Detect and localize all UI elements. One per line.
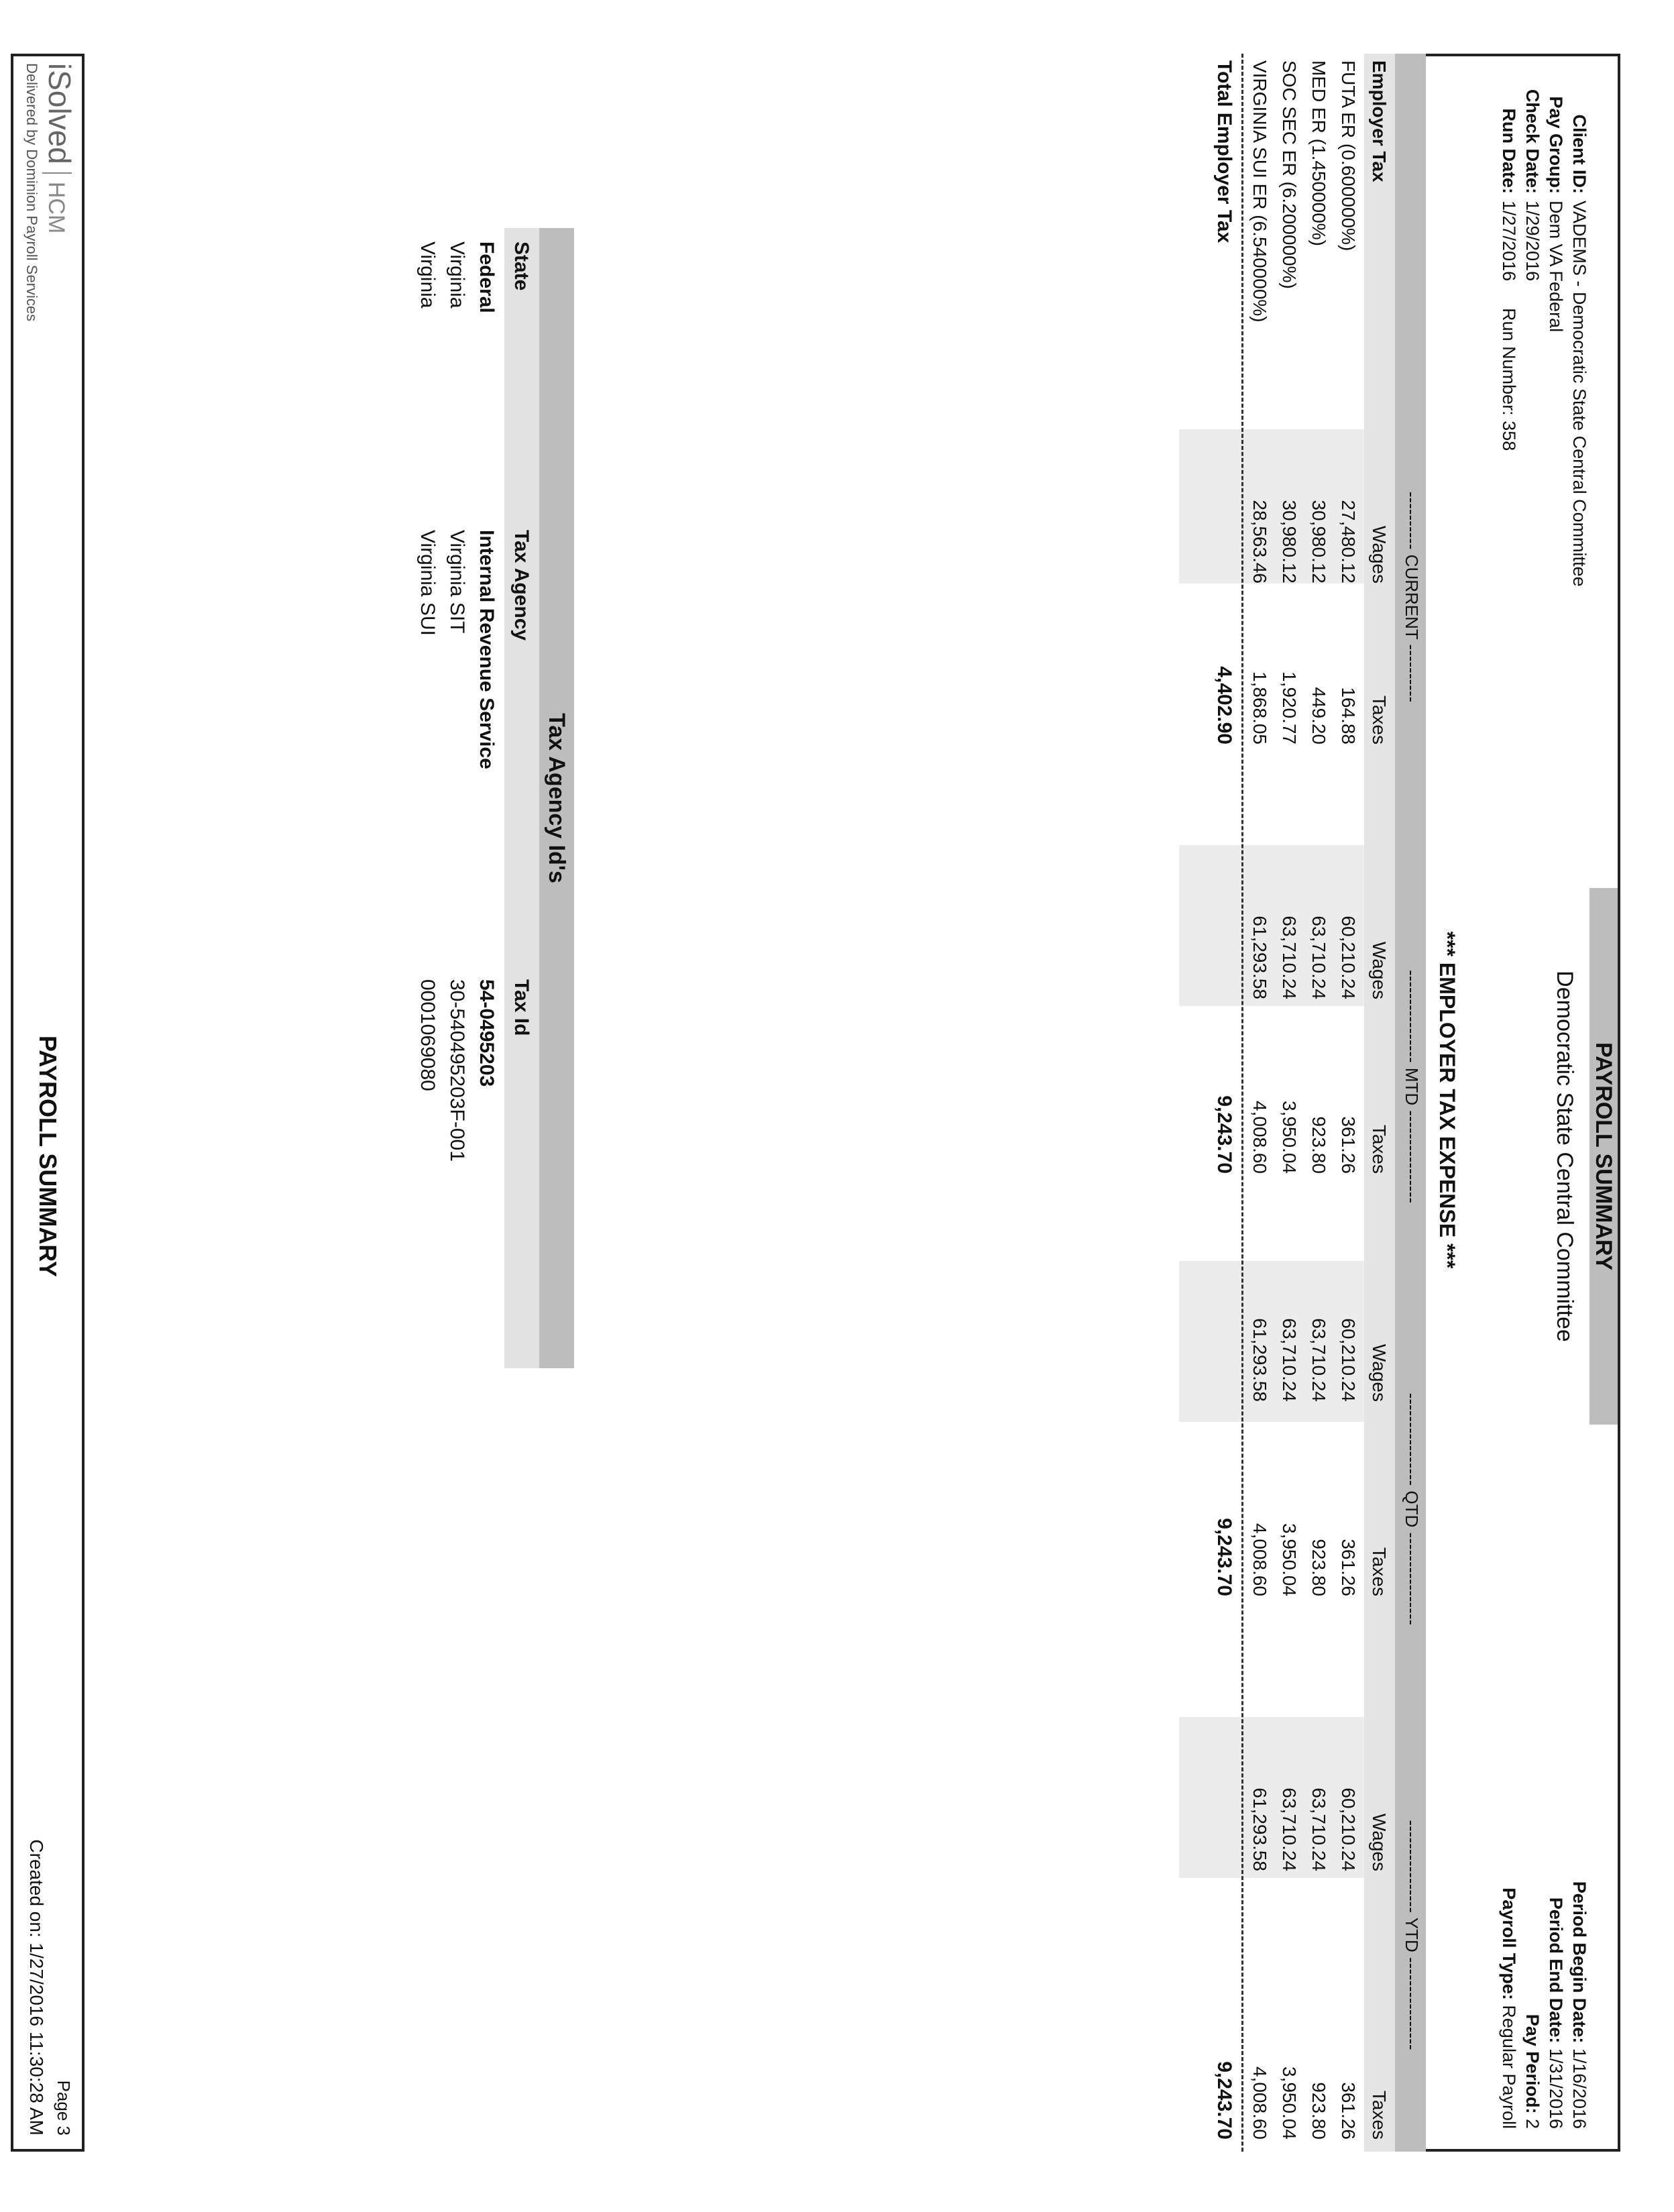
ytd-wages: 63,710.24: [1308, 1787, 1329, 1871]
current-wages: 27,480.12: [1338, 500, 1359, 584]
ytd-wages: 61,293.58: [1249, 1787, 1270, 1871]
col-state: State: [510, 241, 533, 291]
qtd-wages: 63,710.24: [1308, 1318, 1329, 1402]
col-mtd-wages: Wages: [1369, 941, 1390, 999]
group-ytd: ---------------- YTD ----------------: [1402, 1820, 1422, 2050]
current-wages: 30,980.12: [1279, 500, 1300, 584]
agency-tax-id: 54-0495203: [476, 979, 498, 1087]
section-heading: *** EMPLOYER TAX EXPENSE ***: [1435, 931, 1459, 1269]
logo-main: iSolved: [42, 63, 77, 164]
period-begin: 1/16/2016: [1569, 2048, 1589, 2129]
period-begin-label: Period Begin Date:: [1569, 1881, 1589, 2044]
mtd-wages: 60,210.24: [1338, 916, 1359, 999]
agency-state: Virginia: [446, 241, 468, 309]
agency-tax-id: 0001069080: [416, 979, 439, 1091]
report-title: PAYROLL SUMMARY: [1589, 888, 1618, 1425]
client-id: VADEMS - Democratic State Central Committee: [1569, 201, 1589, 587]
current-taxes: 164.88: [1338, 687, 1359, 744]
agency-name: Virginia SIT: [446, 530, 468, 634]
qtd-taxes: 3,950.04: [1279, 1523, 1300, 1596]
company-name: Democratic State Central Committee: [1552, 971, 1577, 1342]
logo-hcm: HCM: [44, 181, 69, 234]
logo-subtitle: Delivered by Dominion Payroll Services: [23, 63, 40, 322]
payroll-type: Regular Payroll: [1499, 2005, 1519, 2129]
mtd-wages: 61,293.58: [1249, 916, 1270, 999]
table-row: [1274, 54, 1302, 2152]
table-row: [1304, 54, 1332, 2152]
total-row: [1210, 54, 1238, 2152]
footer-title: PAYROLL SUMMARY: [34, 1035, 62, 1278]
tax-name: MED ER (1.450000%): [1308, 60, 1329, 247]
group-qtd: ---------------- QTD ----------------: [1402, 1392, 1422, 1626]
ytd-taxes: 4,008.60: [1249, 2066, 1270, 2140]
client-id-label: Client ID:: [1569, 114, 1589, 194]
col-qtd-wages: Wages: [1369, 1343, 1390, 1402]
check-date: 1/29/2016: [1522, 201, 1543, 282]
period-info: [1497, 1881, 1591, 2129]
agency-header-row: [504, 228, 539, 1368]
col-tax-agency: Tax Agency: [510, 530, 533, 641]
mtd-taxes: 4,008.60: [1249, 1101, 1270, 1174]
check-date-label: Check Date:: [1522, 89, 1543, 194]
col-qtd-taxes: Taxes: [1369, 1547, 1390, 1596]
payroll-type-label: Payroll Type:: [1499, 1887, 1519, 2000]
agency-name: Virginia SUI: [416, 530, 439, 636]
col-ytd-taxes: Taxes: [1369, 2090, 1390, 2140]
table-row: [1245, 54, 1273, 2152]
period-end-label: Period End Date:: [1546, 1897, 1566, 2044]
col-mtd-taxes: Taxes: [1369, 1124, 1390, 1174]
report-footer: [11, 54, 85, 2152]
agency-state: Federal: [476, 241, 498, 313]
col-tax-id: Tax Id: [510, 979, 533, 1036]
group-current: ---------- CURRENT ----------: [1402, 491, 1422, 703]
created-on: Created on: 1/27/2016 11:30:28 AM: [26, 1839, 47, 2136]
column-header-row: [1364, 54, 1395, 2152]
pay-period-label: Pay Period:: [1522, 2013, 1543, 2114]
col-employer-tax: Employer Tax: [1369, 60, 1390, 182]
total-label: Total Employer Tax: [1213, 60, 1235, 243]
client-info: [1497, 83, 1591, 587]
isolved-logo: [42, 63, 78, 233]
col-current-wages: Wages: [1369, 525, 1390, 584]
ytd-wages: 60,210.24: [1338, 1787, 1359, 1871]
run-date-label: Run Date:: [1499, 108, 1519, 194]
qtd-wages: 60,210.24: [1338, 1318, 1359, 1402]
qtd-taxes: 4,008.60: [1249, 1523, 1270, 1596]
page-number: Page 3: [54, 2080, 74, 2136]
mtd-wages: 63,710.24: [1308, 916, 1329, 999]
qtd-wages: 61,293.58: [1249, 1318, 1270, 1402]
qtd-taxes: 923.80: [1308, 1539, 1329, 1596]
mtd-taxes: 3,950.04: [1279, 1101, 1300, 1174]
col-current-taxes: Taxes: [1369, 695, 1390, 744]
current-taxes: 1,868.05: [1249, 671, 1270, 744]
run-number: Run Number: 358: [1499, 308, 1519, 451]
total-divider: [1241, 54, 1243, 2152]
qtd-taxes: 361.26: [1338, 1539, 1359, 1596]
group-header-row: [1395, 54, 1426, 2152]
current-wages: 28,563.46: [1249, 500, 1270, 584]
tax-name: VIRGINIA SUI ER (6.540000%): [1249, 60, 1270, 323]
qtd-wages: 63,710.24: [1279, 1318, 1300, 1402]
total-current-taxes: 4,402.90: [1213, 666, 1235, 744]
mtd-taxes: 923.80: [1308, 1116, 1329, 1174]
mtd-wages: 63,710.24: [1279, 916, 1300, 999]
current-taxes: 1,920.77: [1279, 671, 1300, 744]
current-taxes: 449.20: [1308, 687, 1329, 744]
ytd-taxes: 923.80: [1308, 2082, 1329, 2140]
pay-group: Dem VA Federal: [1546, 201, 1566, 333]
ytd-taxes: 361.26: [1338, 2082, 1359, 2140]
ytd-wages: 63,710.24: [1279, 1787, 1300, 1871]
agency-table-title: Tax Agency Id's: [544, 713, 569, 883]
total-ytd-taxes: 9,243.70: [1213, 2061, 1235, 2140]
tax-name: FUTA ER (0.600000%): [1338, 60, 1359, 252]
ytd-taxes: 3,950.04: [1279, 2066, 1300, 2140]
total-mtd-taxes: 9,243.70: [1213, 1095, 1235, 1174]
group-mtd: ---------------- MTD ----------------: [1402, 970, 1422, 1203]
current-wages: 30,980.12: [1308, 500, 1329, 584]
total-qtd-taxes: 9,243.70: [1213, 1518, 1235, 1596]
col-ytd-wages: Wages: [1369, 1813, 1390, 1871]
run-date: 1/27/2016: [1499, 201, 1519, 282]
pay-period: 2: [1522, 2118, 1543, 2129]
mtd-taxes: 361.26: [1338, 1116, 1359, 1174]
pay-group-label: Pay Group:: [1546, 96, 1566, 194]
agency-name: Internal Revenue Service: [476, 530, 498, 769]
agency-tax-id: 30-540495203F-001: [446, 979, 468, 1162]
period-end: 1/31/2016: [1546, 2048, 1566, 2129]
table-row: [1333, 54, 1361, 2152]
tax-name: SOC SEC ER (6.200000%): [1279, 60, 1300, 289]
agency-state: Virginia: [416, 241, 439, 309]
